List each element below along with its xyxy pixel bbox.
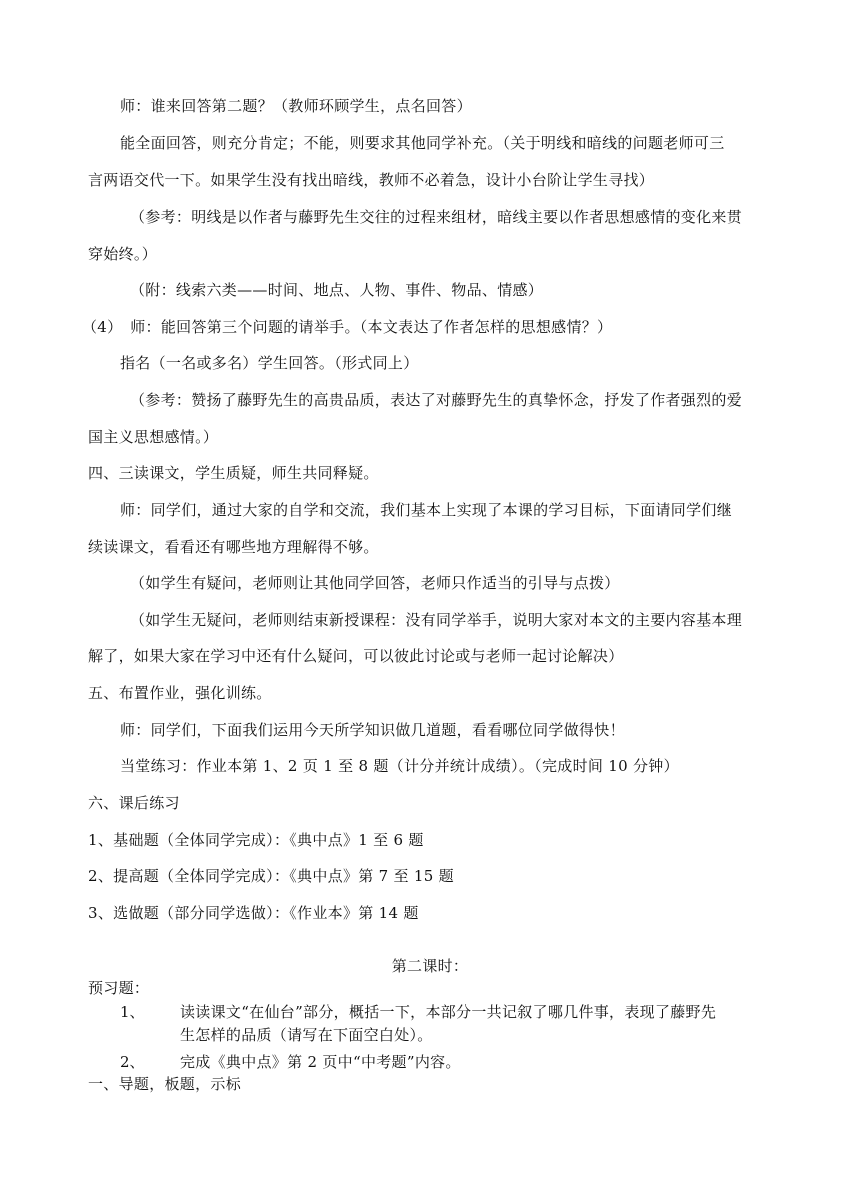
section-heading: 四、三读课文，学生质疑，师生共同释疑。	[88, 464, 379, 482]
section-title: 第二课时：	[391, 957, 469, 975]
section-heading: 一、导题，板题，示标	[88, 1075, 242, 1093]
paragraph-line: 续读课文，看看还有哪些地方理解得不够。	[88, 538, 379, 556]
paragraph-line: （如学生无疑问，老师则结束新授课程：没有同学举手，说明大家对本文的主要内容基本理	[130, 611, 743, 629]
paragraph-line: 师：同学们，通过大家的自学和交流，我们基本上实现了本课的学习目标，下面请同学们继	[120, 501, 733, 519]
exercise-item: 2、提高题（全体同学完成）：《典中点》第 7 至 15 题	[88, 867, 454, 885]
paragraph-line: 穿始终。）	[88, 245, 158, 263]
paragraph-line: （参考：明线是以作者与藤野先生交往的过程来组材，暗线主要以作者思想感情的变化来贯	[130, 208, 743, 226]
paragraph-line: 师：同学们，下面我们运用今天所学知识做几道题，看看哪位同学做得快！	[120, 721, 625, 739]
preview-item-number: 1、	[120, 1003, 145, 1021]
paragraph-line: 解了，如果大家在学习中还有什么疑问，可以彼此讨论或与老师一起讨论解决）	[88, 647, 624, 665]
paragraph-line: （附：线索六类——时间、地点、人物、事件、物品、情感）	[130, 281, 544, 299]
paragraph-line: （如学生有疑问，老师则让其他同学回答，老师只作适当的引导与点拨）	[130, 574, 620, 592]
preview-label: 预习题：	[88, 979, 150, 997]
section-heading: 六、课后练习	[88, 794, 180, 812]
paragraph-line: 能全面回答，则充分肯定；不能，则要求其他同学补充。（关于明线和暗线的问题老师可三	[120, 134, 725, 152]
paragraph-line: 指名（一名或多名）学生回答。（形式同上）	[120, 354, 419, 372]
exercise-item: 3、选做题（部分同学选做）：《作业本》第 14 题	[88, 904, 419, 922]
paragraph-line: 言两语交代一下。如果学生没有找出暗线，教师不必着急，设计小台阶让学生寻找）	[88, 171, 655, 189]
paragraph-line: 师：谁来回答第二题？（教师环顾学生，点名回答）	[120, 97, 472, 115]
preview-item-line: 完成《典中点》第 2 页中“中考题”内容。	[180, 1053, 461, 1071]
exercise-item: 1、基础题（全体同学完成）：《典中点》1 至 6 题	[88, 831, 424, 849]
paragraph-line: （4） 师：能回答第三个问题的请举手。（本文表达了作者怎样的思想感情？）	[82, 318, 613, 336]
preview-item-number: 2、	[120, 1053, 145, 1071]
paragraph-line: 当堂练习：作业本第 1、2 页 1 至 8 题（计分并统计成绩）。（完成时间 10 分钟）	[120, 757, 679, 775]
preview-item-line: 生怎样的品质（请写在下面空白处）。	[180, 1026, 433, 1044]
preview-item-line: 读读课文“在仙台”部分，概括一下，本部分一共记叙了哪几件事，表现了藤野先	[180, 1003, 717, 1021]
paragraph-line: （参考：赞扬了藤野先生的高贵品质，表达了对藤野先生的真挚怀念，抒发了作者强烈的爱	[130, 391, 743, 409]
paragraph-line: 国主义思想感情。）	[88, 428, 219, 446]
section-heading: 五、布置作业，强化训练。	[88, 684, 272, 702]
